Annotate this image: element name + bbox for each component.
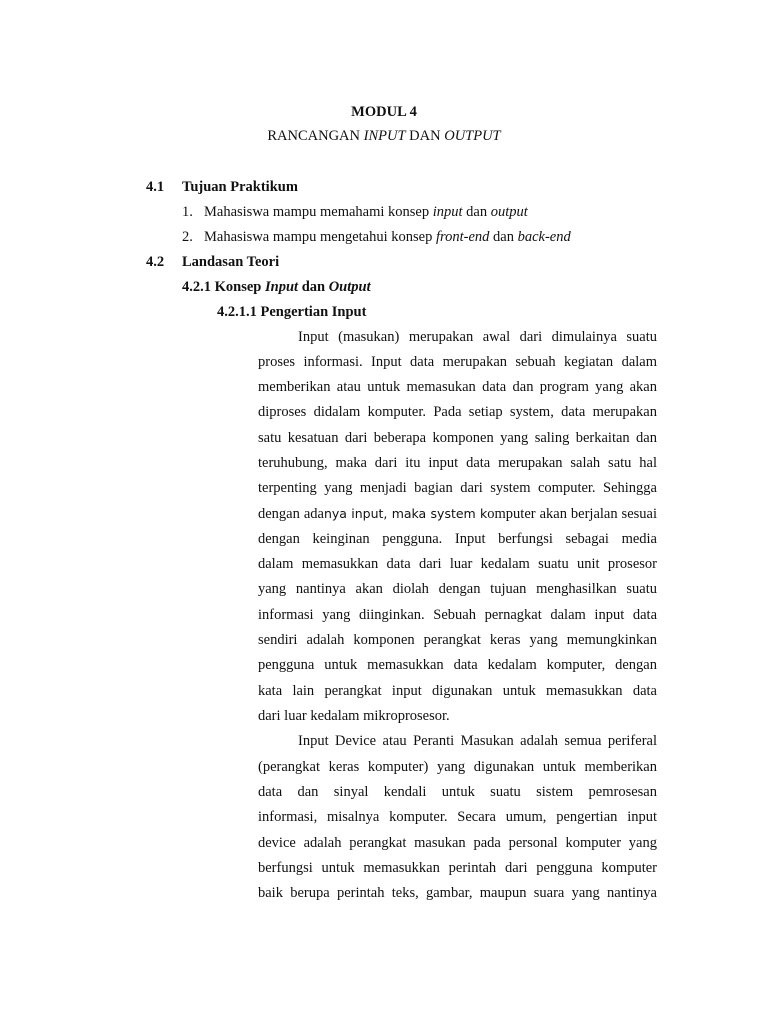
paragraph-line: (perangkat keras komputer) yang digunakan untuk memberikan [258,759,657,775]
title-part: INPUT [363,128,406,144]
section-title-4-2: Landasan Teori [182,254,280,270]
paragraph-line: dari luar kedalam mikroprosesor. [258,708,450,724]
paragraph-line: sendiri adalah komponen perangkat keras yang memungkinkan [258,632,657,648]
paragraph-line: dalam memasukkan data dari luar kedalam suatu unit prosesor [258,556,657,572]
section-number-4-1: 4.1 [146,179,165,195]
list-item: Mahasiswa mampu memahami konsep input dan output [204,204,528,220]
list-item: Mahasiswa mampu mengetahui konsep front-end dan back-end [204,229,571,245]
paragraph-line: Input (masukan) merupakan awal dari dimulainya suatu [298,329,657,345]
paragraph-line: baik berupa perintah teks, gambar, maupun suara yang nantinya [258,885,657,901]
paragraph-line: device adalah perangkat masukan pada personal komputer yang [258,835,657,851]
title-part: DAN [405,128,445,144]
paragraph-line: dengan adanya input, maka system komputer akan berjalan sesuai [258,506,657,522]
paragraph-line: memberikan atau untuk memasukan data dan program yang akan [258,379,657,395]
paragraph-line: pengguna untuk memasukkan data kedalam komputer, dengan [258,657,657,673]
module-number: MODUL 4 [351,104,417,120]
paragraph-line: berfungsi untuk memasukkan perintah dari pengguna komputer [258,860,657,876]
paragraph-line: teruhubung, maka dari itu input data merupakan salah satu hal [258,455,657,471]
paragraph-line: informasi, misalnya komputer. Secara umum, pengertian input [258,809,657,825]
paragraph-line: terpenting yang menjadi bagian dari system computer. Sehingga [258,480,657,496]
title-part: RANCANGAN [267,128,364,144]
subsection-heading: 4.2.1 Konsep Input dan Output [182,279,371,295]
paragraph-line: satu kesatuan dari beberapa komponen yang saling berkaitan dan [258,430,657,446]
list-item-number: 1. [182,204,193,220]
subsubsection-heading: 4.2.1.1 Pengertian Input [217,304,367,320]
list-item-number: 2. [182,229,193,245]
section-title-4-1: Tujuan Praktikum [182,179,298,195]
section-number-4-2: 4.2 [146,254,165,270]
paragraph-line: data dan sinyal kendali untuk suatu sistem pemrosesan [258,784,657,800]
title-part: OUTPUT [444,128,501,144]
paragraph-line: yang nantinya akan diolah dengan tujuan menghasilkan suatu [258,581,657,597]
paragraph-line: kata lain perangkat input digunakan untuk memasukkan data [258,683,657,699]
paragraph-line: informasi yang diinginkan. Sebuah pernagkat dalam input data [258,607,657,623]
paragraph-line: diproses didalam komputer. Pada setiap system, data merupakan [258,404,657,420]
paragraph-line: proses informasi. Input data merupakan sebuah kegiatan dalam [258,354,657,370]
module-title [0,128,768,145]
paragraph-line: dengan keinginan pengguna. Input berfungsi sebagai media [258,531,657,547]
paragraph-line: Input Device atau Peranti Masukan adalah semua periferal [298,733,657,749]
